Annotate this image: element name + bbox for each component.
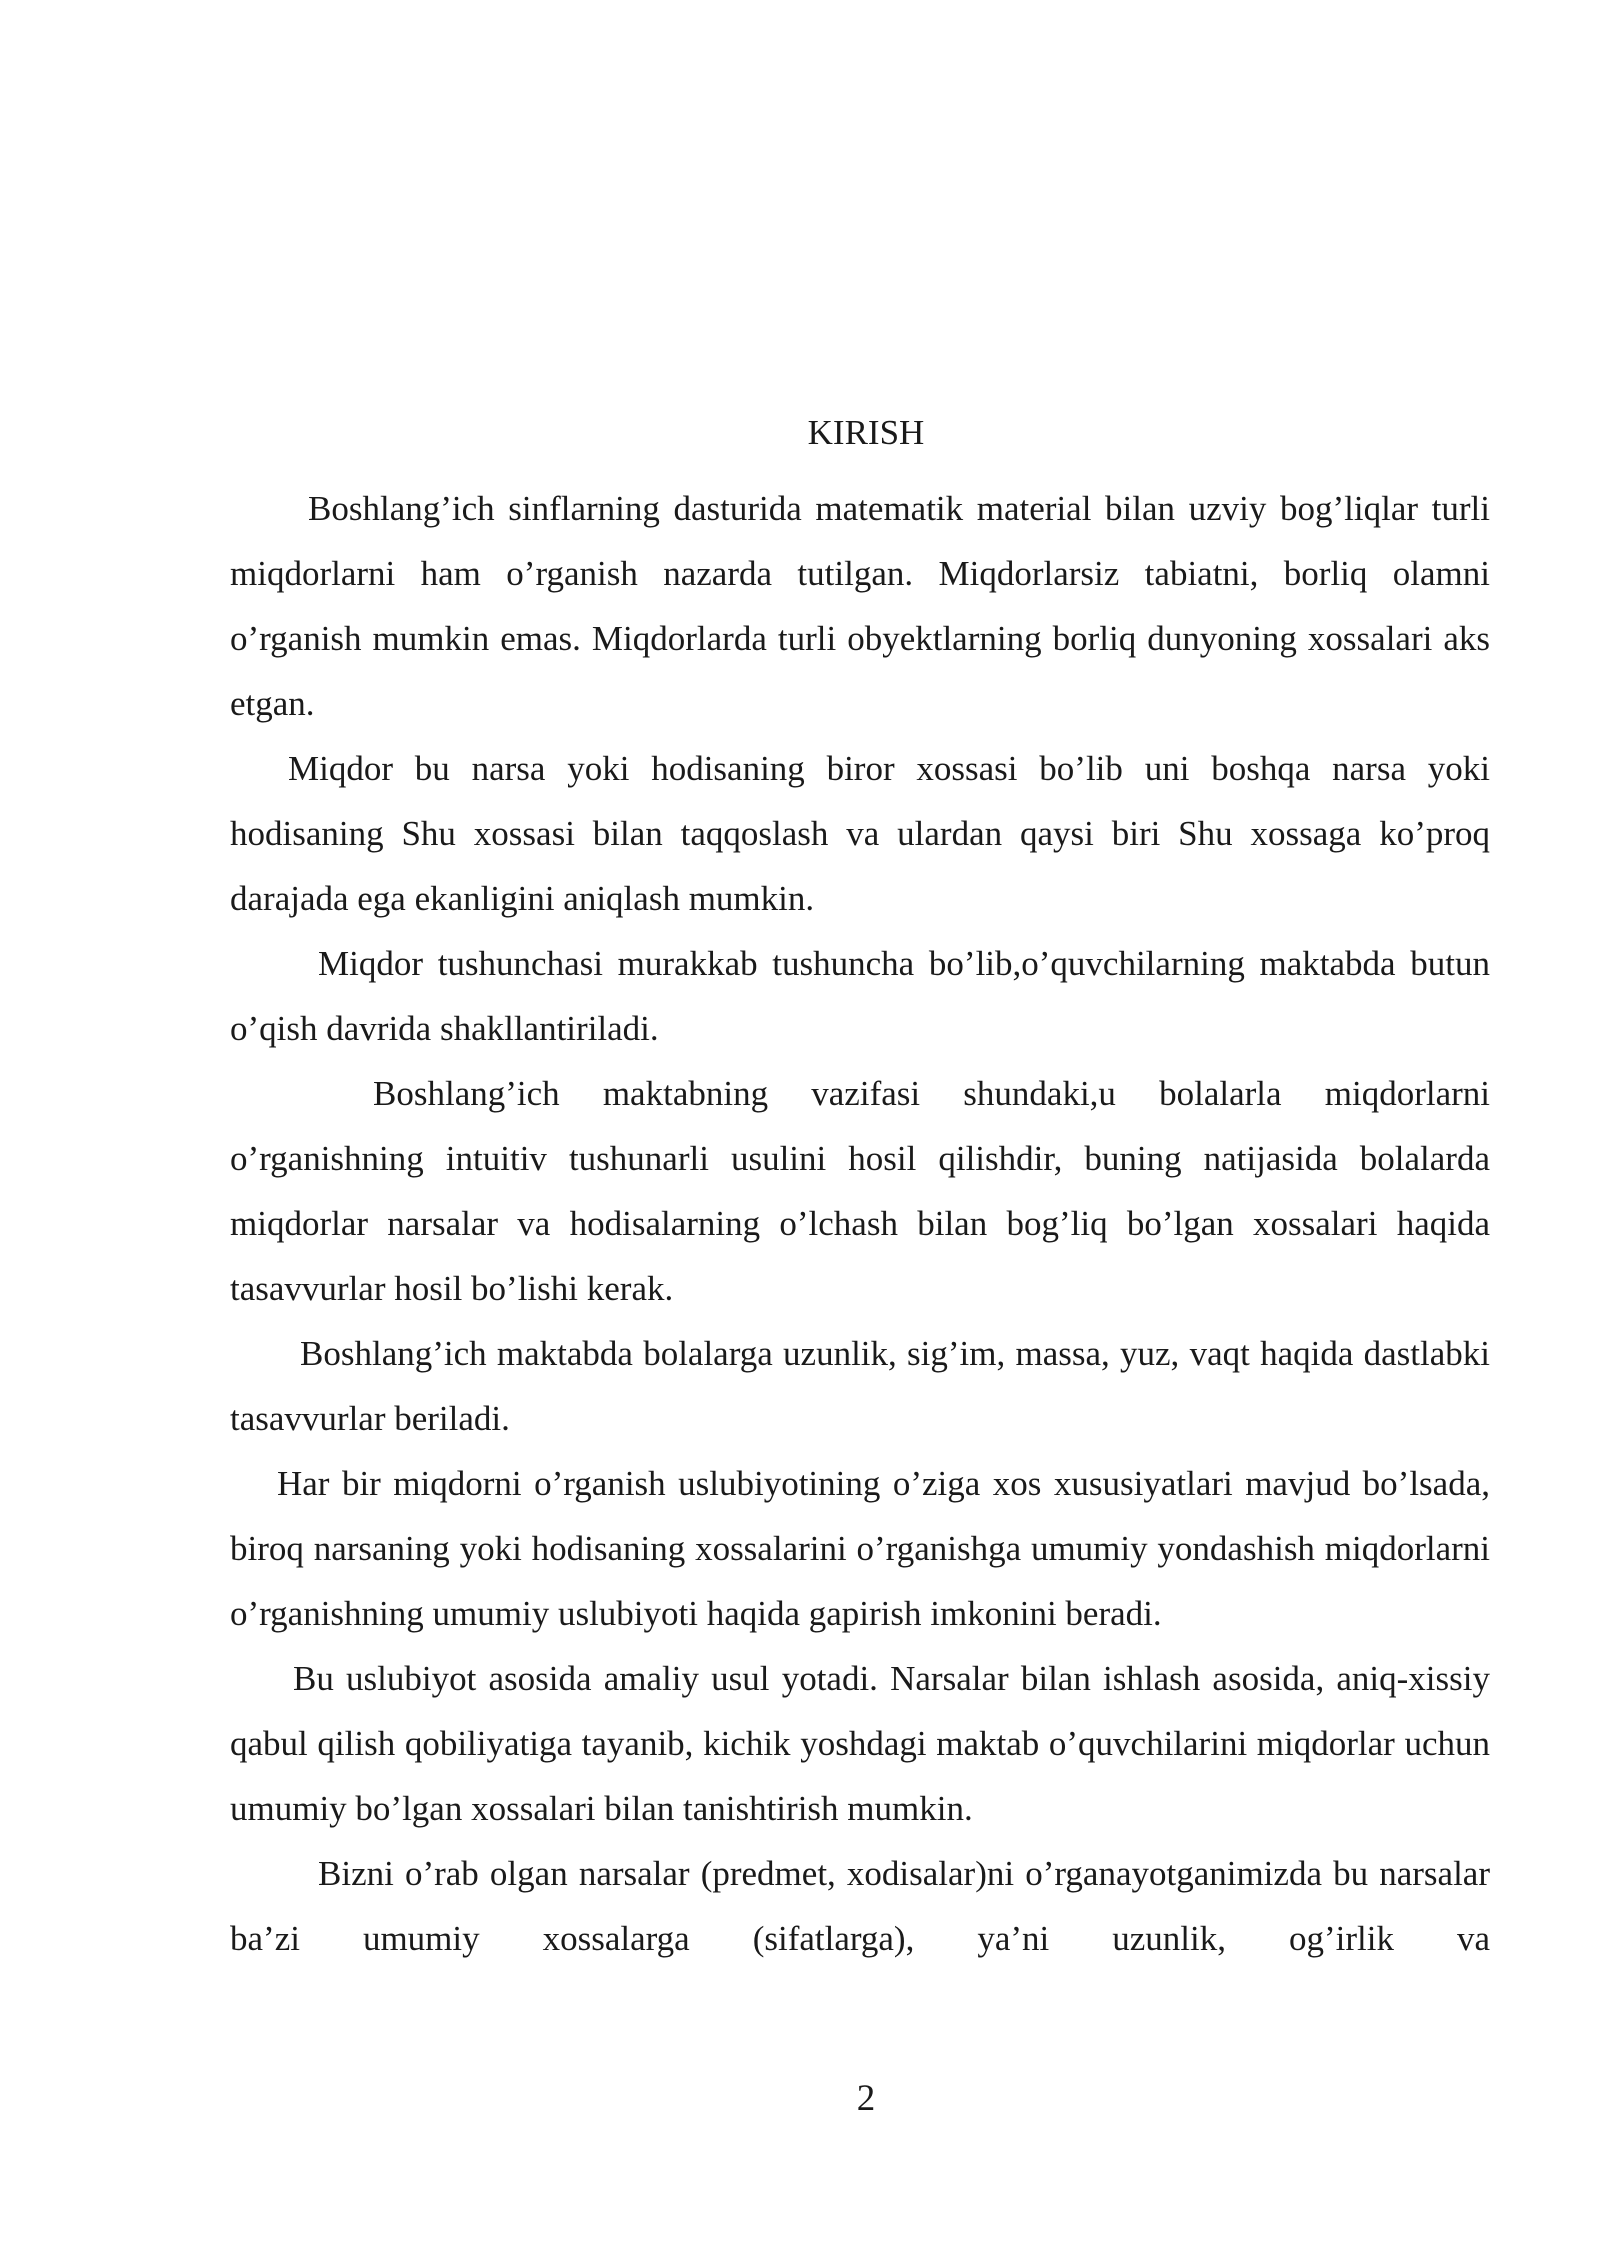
paragraph-4: Boshlang’ich maktabning vazifasi shundaki,u bolalarla miqdorlarni o’rganishning intuitiv tushunarli usulini hosil qilishdir, buning natijasida bolalarda miqdorlar narsalar va hodisalarning o’lchash bilan bog’liq bo’lgan xossalari haqida tasavvurlar hosil bo’lishi kerak. [230, 1074, 1490, 1308]
paragraph-1: Boshlang’ich sinflarning dasturida matematik material bilan uzviy bog’liqlar turli miqdorlarni ham o’rganish nazarda tutilgan. Miqdorlarsiz tabiatni, borliq olamni o’rganish mumkin emas. Miqdorlarda turli obyektlarning borliq dunyoning xossalari aks etgan. [230, 489, 1490, 723]
section-title: KIRISH [807, 413, 925, 452]
paragraph-5: Boshlang’ich maktabda bolalarga uzunlik, sig’im, massa, yuz, vaqt haqida dastlabki tasavvurlar beriladi. [230, 1334, 1490, 1438]
body-text [230, 476, 1490, 1971]
paragraph-2: Miqdor bu narsa yoki hodisaning biror xossasi bo’lib uni boshqa narsa yoki hodisaning Shu xossasi bilan taqqoslash va ulardan qaysi biri Shu xossaga ko’proq darajada ega ekanligini aniqlash mumkin. [230, 749, 1490, 918]
page-number: 2 [856, 2078, 876, 2119]
paragraph-6: Har bir miqdorni o’rganish uslubiyotining o’ziga xos xususiyatlari mavjud bo’lsada, biroq narsaning yoki hodisaning xossalarini o’rganishga umumiy yondashish miqdorlarni o’rganishning umumiy uslubiyoti haqida gapirish imkonini beradi. [230, 1464, 1490, 1633]
paragraph-3: Miqdor tushunchasi murakkab tushuncha bo’lib,o’quvchilarning maktabda butun o’qish davrida shakllantiriladi. [230, 944, 1490, 1048]
paragraph-7: Bu uslubiyot asosida amaliy usul yotadi. Narsalar bilan ishlash asosida, aniq-xissiy qabul qilish qobiliyatiga tayanib, kichik yoshdagi maktab o’quvchilarini miqdorlar uchun umumiy bo’lgan xossalari bilan tanishtirish mumkin. [230, 1659, 1490, 1828]
paragraph-8: Bizni o’rab olgan narsalar (predmet, xodisalar)ni o’rganayotganimizda bu narsalar ba’zi umumiy xossalarga (sifatlarga), ya’ni uzunlik, og’irlik va [230, 1854, 1490, 1958]
